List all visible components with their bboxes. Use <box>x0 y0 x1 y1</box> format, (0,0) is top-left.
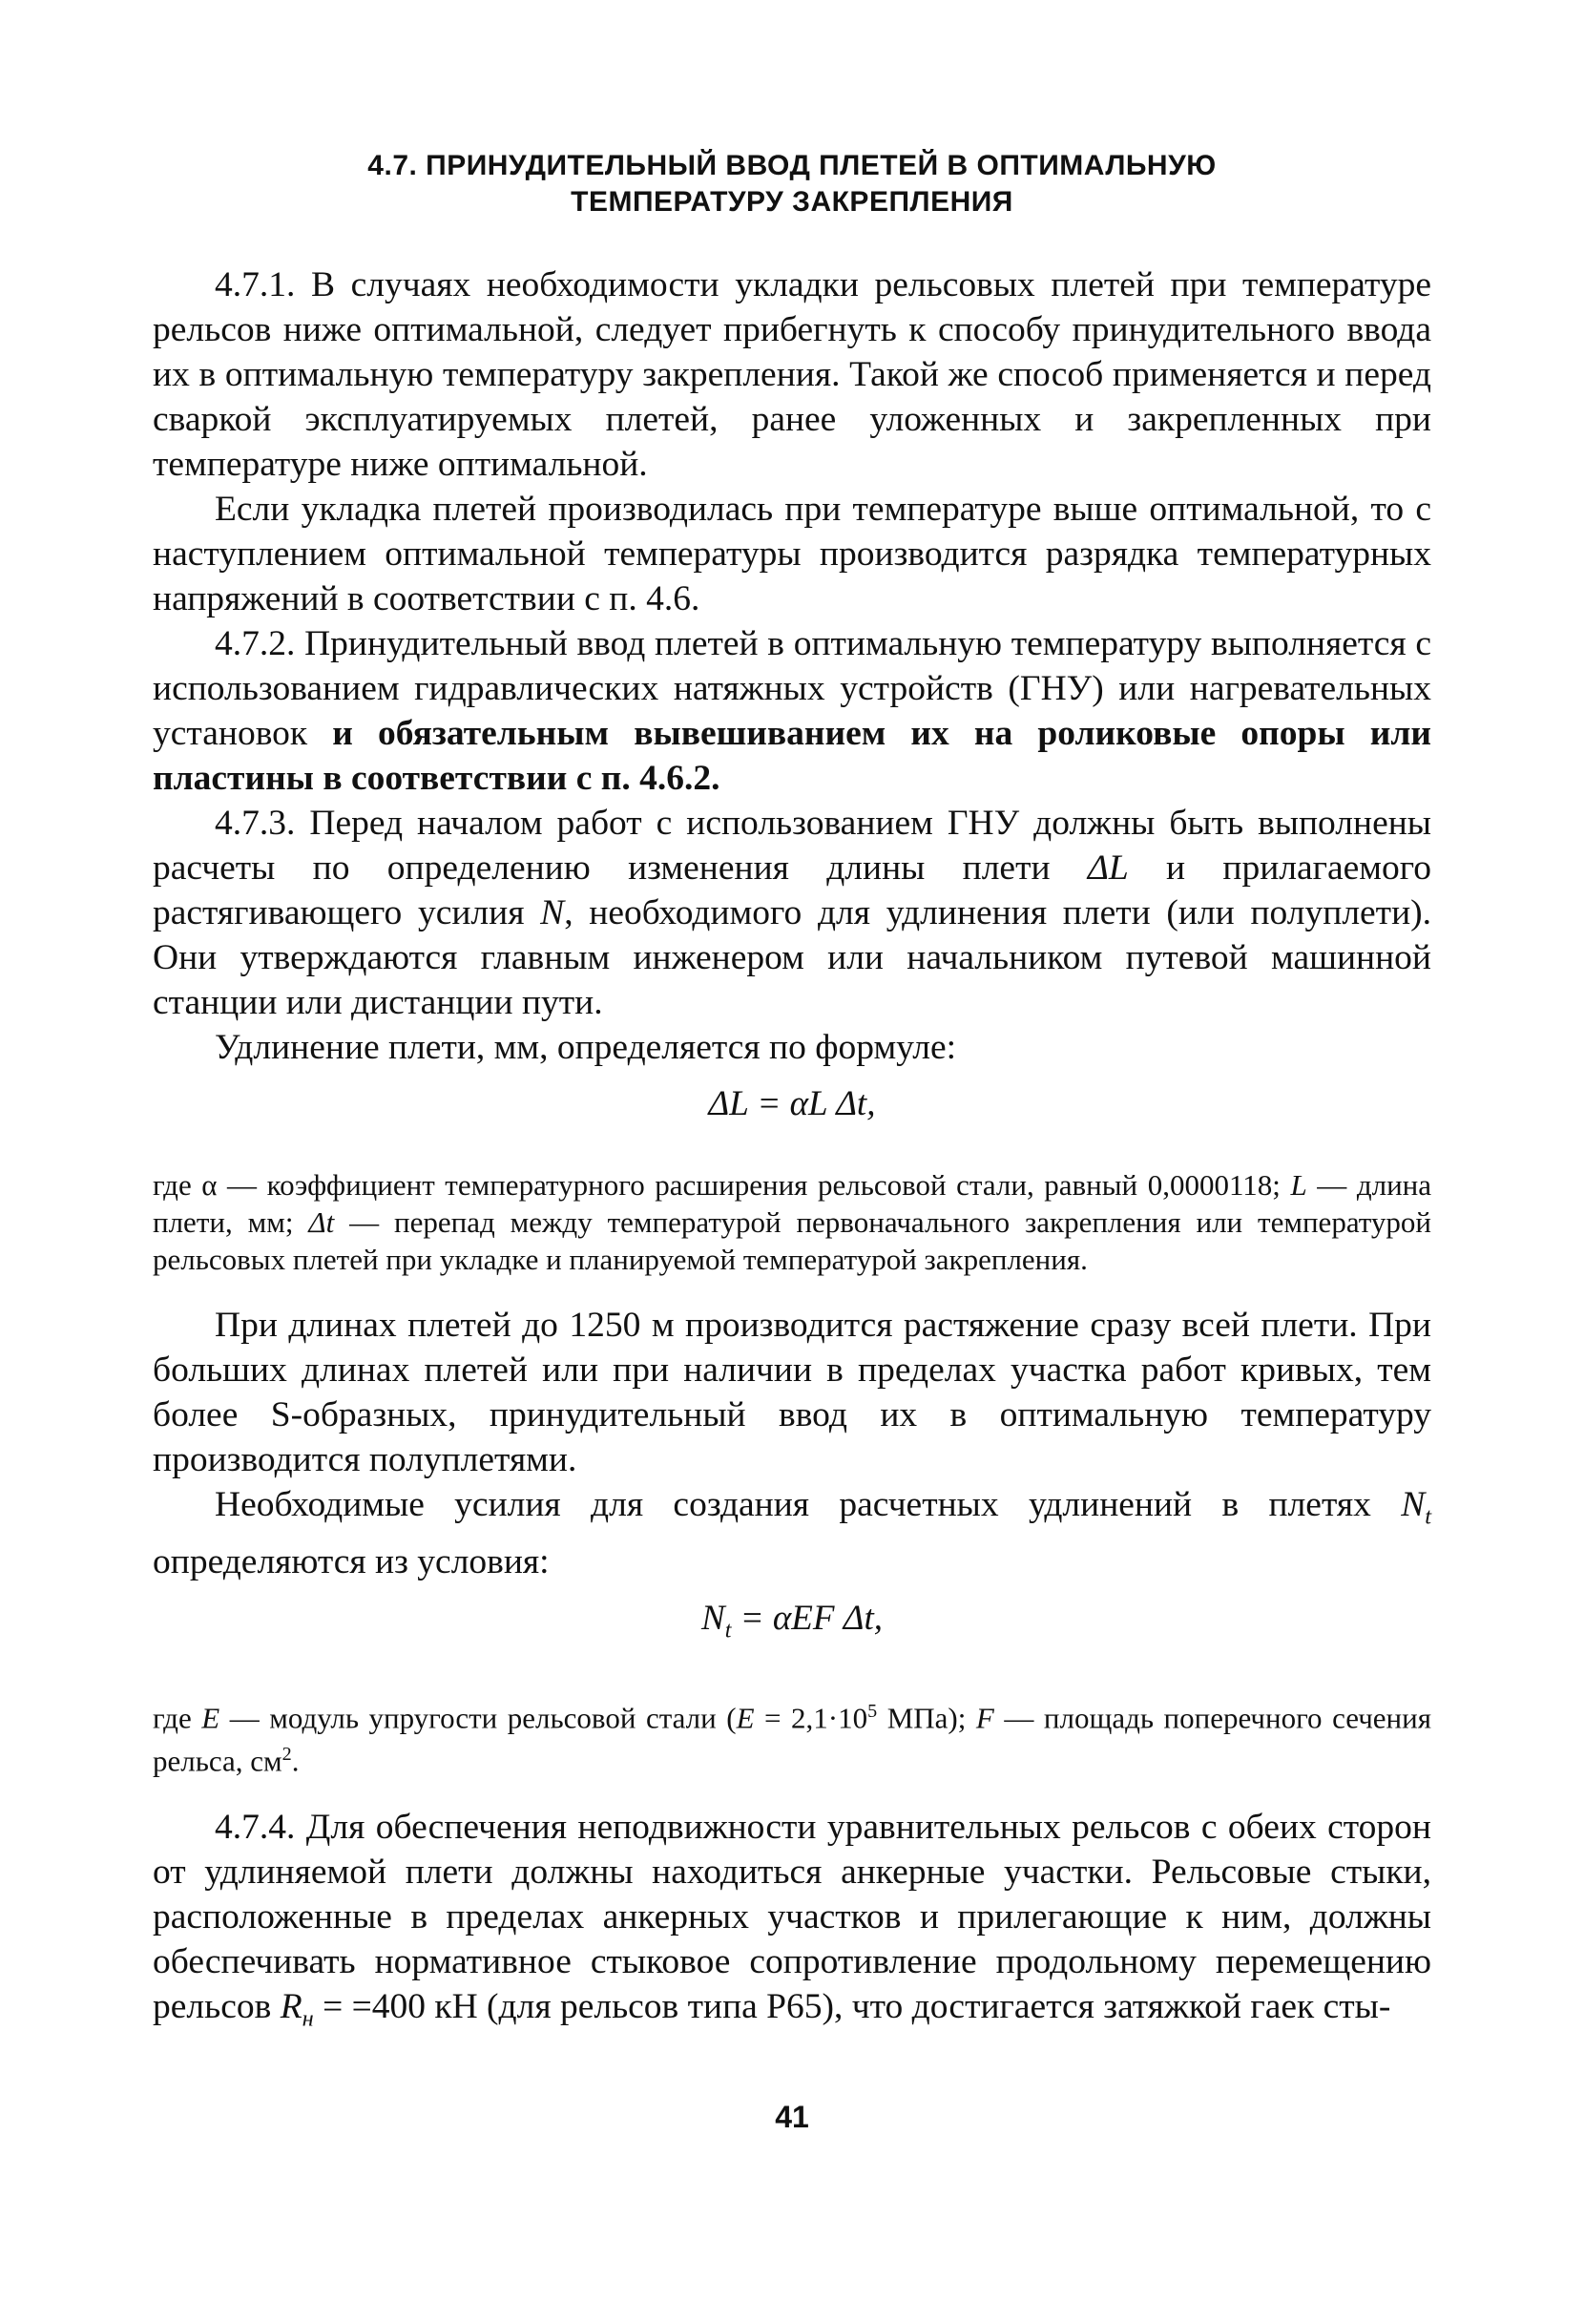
paragraph-4-7-4-text-b: = =400 кН (для рельсов типа Р65), что достигается затяжкой гаек сты- <box>313 1986 1391 2026</box>
page-number: 41 <box>775 2100 809 2134</box>
paragraph-4-7-2-text: 4.7.2. Принудительный ввод плетей в оптимальную температуру выполняется с использованием гидравлических натяжных устройств (ГНУ) или нагревательных установок <box>153 624 1431 753</box>
paragraph-4-7-4-text-a: 4.7.4. Для обеспечения неподвижности уравнительных рельсов с обеих сторон от удлиняемой плети должны находиться анкерные участки. Рельсовые стыки, расположенные в пределах анкерных участков и прилегающие к ним, должны обеспечивать нормативное стыковое сопротивление продольному перемещению рельсов <box>153 1807 1431 2026</box>
note-alpha-text-c: — перепад между температурой первоначального закрепления или температурой рельсовых плетей при укладке и планируемой температурой закрепления. <box>153 1205 1432 1276</box>
formula-force-subscript: t <box>724 1617 732 1643</box>
note-modulus <box>153 1693 1431 1780</box>
formula-force-rest: = αEF Δt, <box>731 1598 883 1638</box>
section-heading <box>153 148 1431 220</box>
symbol-f: F <box>975 1701 994 1735</box>
paragraph-discharge: Если укладка плетей производилась при температуре выше оптимальной, то с наступлением оптимальной температуры производится разрядка температурных напряжений в соответствии с п. 4.6. <box>153 490 1431 618</box>
section-heading-line-2: ТЕМПЕРАТУРУ ЗАКРЕПЛЕНИЯ <box>571 186 1013 218</box>
note-alpha-text-a: где α — коэффициент температурного расширения рельсовой стали, равный 0,0000118; <box>153 1168 1291 1202</box>
note-modulus-text-a: где <box>153 1701 202 1735</box>
symbol-r-subscript: н <box>302 2005 314 2032</box>
note-modulus-exponent-2: 2 <box>281 1744 292 1766</box>
note-alpha-text-b: — длина плети, мм; <box>153 1168 1432 1239</box>
paragraph-4-7-4 <box>153 1805 1431 2041</box>
paragraph-4-7-3 <box>153 801 1431 1025</box>
note-modulus-text-h: . <box>291 1744 300 1778</box>
formula-force-n: N <box>701 1598 725 1638</box>
symbol-r-n <box>280 1986 314 2032</box>
paragraph-elongation-intro: Удлинение плети, мм, определяется по формуле: <box>215 1028 957 1067</box>
symbol-delta-t: Δt <box>308 1205 335 1239</box>
symbol-n-t-subscript: t <box>1425 1503 1431 1530</box>
symbol-n-t-base: N <box>1401 1485 1426 1524</box>
document-page <box>153 148 1431 2041</box>
paragraph-forces-text-b: определяются из условия: <box>153 1541 550 1581</box>
paragraph-forces <box>153 1482 1431 1584</box>
paragraph-4-7-2 <box>153 621 1431 801</box>
section-heading-line-1: 4.7. ПРИНУДИТЕЛЬНЫЙ ВВОД ПЛЕТЕЙ В ОПТИМАЛЬНУЮ <box>367 150 1217 181</box>
paragraph-4-7-3-text-a: 4.7.3. Перед началом работ с использованием ГНУ должны быть выполнены расчеты по определению изменения длины плети <box>153 804 1431 888</box>
paragraph-4-7-1: 4.7.1. В случаях необходимости укладки рельсовых плетей при температуре рельсов ниже оптимальной, следует прибегнуть к способу принудительного ввода их в оптимальную температуру закрепления. Такой же способ применяется и перед сваркой эксплуатируемых плетей, ранее уложенных и закрепленных при температуре ниже оптимальной. <box>153 265 1431 484</box>
paragraph-4-7-2-bold-text: и обязательным вывешиванием их на роликовые опоры или пластины в соответствии с п. 4.6.2. <box>153 714 1431 798</box>
paragraph-4-7-3-text-c: , необходимого для удлинения плети (или полуплети). Они утверждаются главным инженером или начальником путевой машинной станции или дистанции пути. <box>153 893 1431 1022</box>
note-modulus-text-g: — площадь поперечного сечения рельса, см <box>153 1701 1431 1778</box>
symbol-e-2: E <box>736 1701 755 1735</box>
paragraph-lengths: При длинах плетей до 1250 м производится растяжение сразу всей плети. При больших длинах плетей или при наличии в пределах участка работ кривых, тем более S-образных, принудительный ввод их в оптимальную температуру производится полуплетями. <box>153 1306 1431 1479</box>
paragraph-4-7-3-text-b: и прилагаемого растягивающего усилия <box>153 848 1431 932</box>
note-alpha <box>153 1166 1431 1278</box>
paragraph-forces-text-a: Необходимые усилия для создания расчетных удлинений в плетях <box>215 1485 1402 1524</box>
symbol-n: N <box>540 893 565 932</box>
symbol-n-t <box>1401 1485 1431 1530</box>
formula-elongation: ΔL = αL Δt, <box>708 1084 876 1123</box>
note-modulus-text-d: МПа); <box>877 1701 976 1735</box>
symbol-l: L <box>1290 1168 1307 1202</box>
symbol-r-base: R <box>280 1986 302 2026</box>
symbol-e: E <box>201 1701 220 1735</box>
note-modulus-text-c: = 2,1·10 <box>754 1701 868 1735</box>
note-modulus-exponent: 5 <box>867 1700 878 1722</box>
symbol-delta-l: ΔL <box>1087 848 1129 888</box>
formula-force <box>153 1596 1431 1653</box>
note-modulus-text-b: — модуль упругости рельсовой стали ( <box>219 1701 737 1735</box>
